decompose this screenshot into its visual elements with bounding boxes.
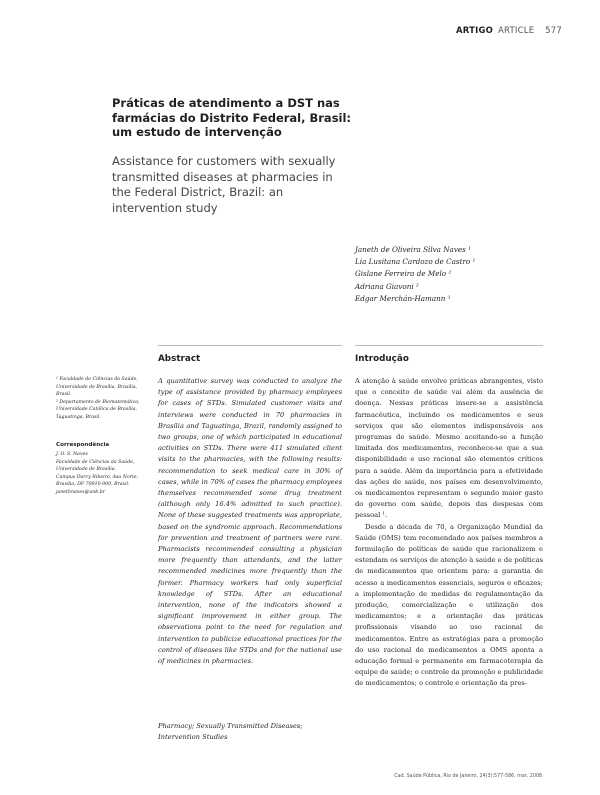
author: Gislane Ferreira de Melo ²: [355, 269, 452, 279]
intro-heading: Introdução: [355, 354, 409, 364]
correspondence-heading: Correspondência: [56, 442, 110, 448]
title-english: Assistance for customers with sexually transmitted diseases at pharmacies in the Federal District, Brazil: an intervention study: [112, 154, 336, 215]
header-article: ARTICLE: [498, 26, 535, 36]
intro-paragraph-2: Desde a década de 70, a Organização Mundial da Saúde (OMS) tem recomendado aos países membros a formulação de políticas de saúde que racionalizem e estendam os serviços de atenção à saúde e de políticas de medicamentos que orientem para: a garantia de acesso a medicamentos essenciais, seguros e eficazes; a implementação de medidas de regulamentação da produção, comercialização e utilização dos medicamentos; e a orientação das práticas profissionais visando ao uso racional de medicamentos. Entre as estratégias para a promoção do uso racional de medicamentos a OMS aponta a educação formal e permanente em farmacoterapia da equipe de saúde; o controle da promoção e publicidade de medicamentos; o controle e orientação da pres-: [355, 522, 543, 688]
abstract-body: [158, 376, 342, 667]
author: Adriana Giavoni ²: [355, 281, 419, 291]
intro-paragraph-1: A atenção à saúde envolve práticas abrangentes, visto que o conceito de saúde vai além da ausência de doença. Nessas práticas insere-se a assistência farmacêutica, incluindo os medicamentos e seus serviços que são elementos indispensáveis aos programas de saúde. Mesmo aceitando-se a função limitada dos medicamentos, reconhece-se que a sua disponibilidade e uso racional são elementos críticos para a saúde. Além da importância para a efetividade das ações de saúde, nos países em desenvolvimento, os medicamentos representam o segundo maior gasto do governo com saúde, depois das despesas com pessoal ¹.: [355, 377, 543, 520]
title-portuguese: Práticas de atendimento a DST nas farmácias do Distrito Federal, Brasil: um estudo de intervenção: [112, 96, 352, 139]
affiliation: ¹ Faculdade de Ciências da Saúde, Universidade de Brasília, Brasília, Brasil.: [56, 377, 138, 397]
correspondence-email: janethnaves@unb.br: [56, 489, 106, 495]
abstract-heading: Abstract: [158, 354, 201, 364]
abstract-rule: [158, 345, 342, 346]
intro-body: [355, 376, 543, 690]
intro-rule: [355, 345, 543, 346]
author: Lia Lusitana Cardozo de Castro ¹: [355, 257, 476, 267]
correspondence-line: Faculdade de Ciências da Saúde, Universidade de Brasília.: [56, 459, 135, 472]
journal-footer: Cad. Saúde Pública, Rio de Janeiro, 24(3):577-586, mar, 2008: [394, 774, 542, 779]
page-number: 577: [545, 26, 562, 36]
affiliation: ² Departamento de Biomatemática, Universidade Católica de Brasília, Taguatinga, Brasil.: [56, 399, 140, 420]
correspondence-line: J. O. S. Naves: [56, 452, 88, 457]
abstract-text: A quantitative survey was conducted to analyze the type of assistance provided by pharmacy employees for cases of STDs. Simulated customer visits and interviews were conducted in 70 pharmacies in Brasília and Taguatinga, Brazil, randomly assigned to two groups, one of which participated in educational activities on STDs. There were 411 simulated client visits to the pharmacies, with the following results: recommendation to seek medical care in 30% of cases, while in 70% of cases the pharmacy employees themselves recommended some drug treatment (although only 16.4% admitted to such practice). None of these suggested treatments was appropriate, based on the syndromic approach. Recommendations for prevention and treatment of partners were rare. Pharmacists recommended consulting a physician more frequently than attendants, and the latter recommended medicines more frequently than the former. Pharmacy workers had only superficial knowledge of STDs. After an educational intervention, none of the indicators showed a significant improvement in either group. The observations point to the need for regulation and intervention to publicize educational practices for the control of diseases like STDs and for the national use of medicines in pharmacies.: [158, 377, 342, 666]
author: Janeth de Oliveira Silva Naves ¹: [355, 245, 471, 254]
header-artigo: ARTIGO: [456, 26, 494, 36]
correspondence-block: [56, 451, 148, 496]
author-list: [355, 244, 475, 305]
author: Edgar Merchán-Hamann ¹: [355, 293, 451, 303]
running-header: [456, 26, 562, 36]
correspondence-line: Campus Darcy Ribeiro, Asa Norte, Brasília, DF 70910-900, Brasil.: [56, 474, 139, 487]
affiliations: [56, 376, 148, 421]
keywords: Pharmacy; Sexually Transmitted Diseases; Intervention Studies: [158, 722, 303, 742]
